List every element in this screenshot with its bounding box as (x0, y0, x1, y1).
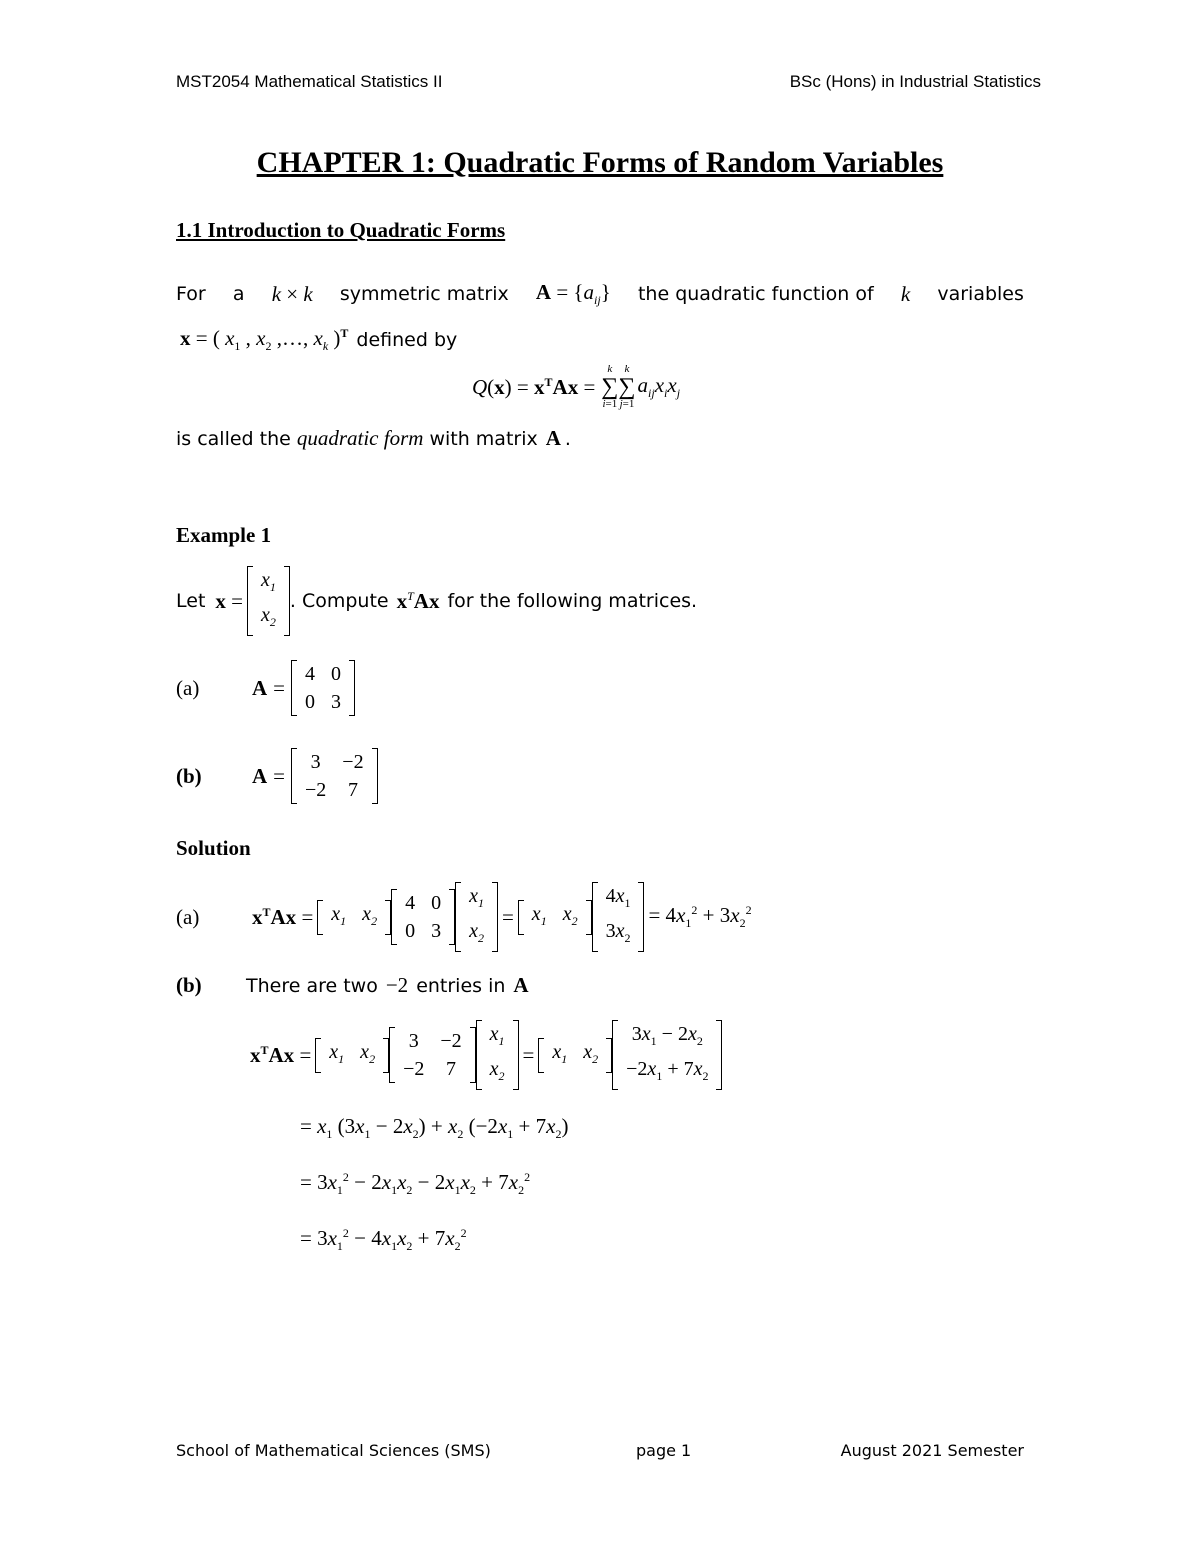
example-title: Example 1 (176, 523, 272, 547)
footer-right: August 2021 Semester (840, 1441, 1024, 1460)
intro-word-a: a (232, 283, 245, 306)
intro-quadratic-function: the quadratic function of (637, 283, 874, 306)
solution-b-step-1: = $x_1$ $(3x_1 - 2x_2) + x_2$ $(-2x_1 + 7x_2)$ (300, 1114, 569, 1142)
chapter-title: CHAPTER 1: Quadratic Forms of Random Variables (256, 146, 944, 179)
running-header-right: BSc (Hons) in Industrial Statistics (789, 72, 1041, 91)
intro-matrix-definition: $A = \{a_{ij}\}$ (535, 280, 611, 308)
quadratic-form-equation: $Q(x) = x^TAx$ = k ∑ i=1 k ∑ j=1 $a_{ij}x_ix_j$ (472, 363, 681, 410)
intro-defined-by: defined by (356, 329, 458, 352)
intro-line-1 (176, 280, 1024, 308)
footer-left: School of Mathematical Sciences (SMS) (176, 1441, 491, 1460)
solution-b-value: −2 (385, 973, 409, 997)
sum-j: k ∑ j=1 (618, 363, 636, 410)
solution-part-b-equation: $x^TAx$ = $x_1$ $x_2$ 3 −2 −2 7 $x_1$ $x_2$ = $x_1$ $x_2$ $3x_1 - 2x_2$ $-2x_1 + 7x_2$ (250, 1020, 722, 1090)
running-header-left: MST2054 Mathematical Statistics II (176, 72, 443, 91)
intro-word-for: For (176, 283, 206, 306)
called-end: . (564, 427, 571, 450)
matrix-a: 4 0 0 3 (291, 660, 355, 716)
solution-b-text-prefix: There are two (246, 974, 378, 997)
intro-line-2 (180, 326, 457, 354)
sum-i: k ∑ i=1 (601, 363, 619, 410)
example-compute-prefix: . Compute (289, 590, 389, 612)
intro-dimension: k × k (271, 281, 313, 306)
solution-title: Solution (176, 836, 251, 860)
called-term: quadratic form (296, 426, 424, 450)
example-part-a: (a) A = 4 0 0 3 (176, 660, 355, 716)
intro-variables: variables (937, 283, 1024, 306)
called-prefix: is called the (176, 427, 291, 450)
solution-part-b-text: (b) There are two −2 entries in A (176, 973, 529, 997)
matrix-A-symbol: A (545, 426, 561, 450)
vector-x-column: $x_1$ $x_2$ (247, 566, 290, 636)
solution-part-a: (a) $x^TAx$ = $x_1$ $x_2$ 4 0 0 3 $x_1$ $x_2$ = $x_1$ $x_2$ $4x_1$ $3x_2$ = $4x_1^2 + 3x_2^2$ (176, 882, 752, 952)
intro-k: k (900, 281, 911, 306)
example-statement: Let x = $x_1$ $x_2$ . Compute $x^TAx$ for the following matrices. (176, 566, 697, 636)
example-compute-suffix: for the following matrices. (447, 590, 698, 612)
part-b-label: (b) (176, 763, 202, 788)
intro-symmetric-matrix: symmetric matrix (339, 283, 509, 306)
part-a-label: (a) (176, 675, 200, 700)
vector-x-definition: x = ( $x_1$ , $x_2$ ,…, $x_k$ )$^T$ (180, 326, 349, 354)
example-let: Let (176, 590, 206, 612)
quadratic-form-definition (176, 426, 571, 451)
called-suffix: with matrix (429, 427, 538, 450)
section-heading: 1.1 Introduction to Quadratic Forms (176, 218, 506, 242)
solution-b-label: (b) (176, 973, 202, 997)
example-part-b: (b) A = 3 −2 −2 7 (176, 748, 378, 804)
solution-b-step-3: = $3x_1^2 - 4x_1x_2 + 7x_2^2$ (300, 1226, 467, 1254)
solution-b-step-2: = $3x_1^2 - 2x_1x_2 - 2x_1x_2 + 7x_2^2$ (300, 1170, 531, 1198)
solution-b-text-suffix: entries in (416, 974, 506, 997)
matrix-b: 3 −2 −2 7 (291, 748, 378, 804)
solution-a-label: (a) (176, 904, 200, 929)
footer-page-number: page 1 (636, 1441, 692, 1460)
